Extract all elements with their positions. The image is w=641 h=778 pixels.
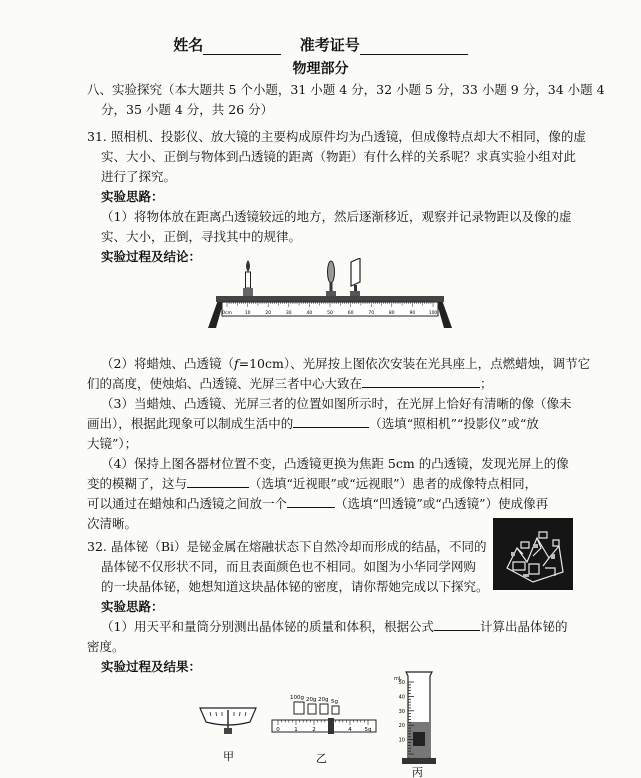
lens-body xyxy=(328,261,335,283)
photo-background xyxy=(493,518,573,590)
ruler-label: 70 xyxy=(368,311,375,316)
q31-intro-line3: 进行了探究。 xyxy=(101,169,177,184)
answer-blank-q31-4b[interactable] xyxy=(287,495,335,508)
q31-part4-line4: 次清晰。 xyxy=(87,516,138,531)
optical-bench-figure xyxy=(200,258,460,338)
q31-part4-line1: （4）保持上图各器材位置不变，凸透镜更换为焦距 5cm 的凸透镜，发现光屏上的像 xyxy=(101,456,569,471)
q31-process-title: 实验过程及结论： xyxy=(101,249,202,264)
q31-intro-line2: 实、大小、正倒与物体到凸透镜的距离（物距）有什么样的关系呢？求真实验小组对此 xyxy=(101,149,577,164)
q32-intro-line3: 的一块晶体铋，她想知道这块晶体铋的密度，请你帮她完成以下探究。 xyxy=(101,579,489,594)
part8-line2: 分，35 小题 4 分，共 26 分） xyxy=(101,102,274,117)
candle-flame xyxy=(246,260,250,272)
q31-part3-line2: 画出），根据此现象可以制成生活中的 （选填“照相机”“投影仪”或“放 xyxy=(87,416,539,431)
q31-part2-line2: 们的高度，使烛焰、凸透镜、光屏三者中心大致在 ； xyxy=(87,376,493,391)
student-info-line xyxy=(0,34,641,55)
weight-20g-b xyxy=(320,704,328,714)
bismuth-in-water xyxy=(413,732,425,746)
fig-label-jia: 甲 xyxy=(223,750,234,763)
fig-label-yi: 乙 xyxy=(316,752,327,765)
ruler-label: 0cm xyxy=(222,311,232,316)
scale-label: 0 xyxy=(276,727,280,733)
cylinder-label: 40 xyxy=(398,694,405,701)
name-blank[interactable] xyxy=(203,54,281,55)
slider-scale xyxy=(272,720,376,732)
cylinder-label: 10 xyxy=(398,737,405,744)
q32-thinking-line2: 密度。 xyxy=(87,639,125,654)
screen-stem xyxy=(354,285,357,292)
q31-thinking-title: 实验思路： xyxy=(101,189,164,204)
ticket-label: 准考证号 xyxy=(299,36,360,54)
ruler-label: 60 xyxy=(347,311,354,316)
answer-blank-q31-4a[interactable] xyxy=(187,475,249,488)
ticket-blank[interactable] xyxy=(360,54,468,55)
rider xyxy=(328,718,334,734)
ruler-label: 90 xyxy=(409,311,416,316)
convex-lens xyxy=(326,261,336,296)
weight-label-100g: 100g xyxy=(290,695,304,701)
ruler-label: 40 xyxy=(306,311,313,316)
candle xyxy=(243,260,253,296)
answer-blank-q32-formula[interactable] xyxy=(434,618,480,631)
part8-line1: 八、实验探究（本大题共 5 个小题，31 小题 4 分，32 小题 5 分，33 小题 9 分，34 小题 4 xyxy=(87,82,605,97)
weight-label-5g: 5g xyxy=(331,699,338,705)
candle-holder xyxy=(243,288,253,296)
fig-label-bing: 丙 xyxy=(412,766,423,778)
q31-part4-line3: 可以通过在蜡烛和凸透镜之间放一个 （选填“凹透镜”或“凸透镜”）使成像再 xyxy=(87,496,549,511)
q31-thinking-line1: （1）将物体放在距离凸透镜较远的地方，然后逐渐移近，观察并记录物距以及像的虚 xyxy=(101,209,572,224)
q31-part4-line2: 变的模糊了，这与 （选填“近视眼”或“远视眼”）患者的成像特点相同， xyxy=(87,476,538,491)
scale-label: 4 xyxy=(348,727,352,733)
ruler-label: 30 xyxy=(285,311,292,316)
cylinder-label: 20 xyxy=(398,723,405,730)
ruler-label: 20 xyxy=(265,311,272,316)
lens-holder xyxy=(326,291,336,296)
answer-blank-q31-3[interactable] xyxy=(293,415,369,428)
q32-thinking-title: 实验思路： xyxy=(101,599,164,614)
q31-part2-line1: （2）将蜡烛、凸透镜（f=10cm）、光屏按上图依次安装在光具座上，点燃蜡烛，调节它 xyxy=(101,356,591,371)
answer-blank-q31-2[interactable] xyxy=(362,375,480,388)
bench-rail xyxy=(216,296,444,302)
weight-20g-a xyxy=(308,704,316,714)
scale-label: 5g xyxy=(364,727,372,733)
weights-scale-figure xyxy=(268,690,380,766)
measuring-cylinder-figure xyxy=(392,666,442,778)
cylinder-labels xyxy=(399,680,405,744)
ruler-label: 10 xyxy=(244,311,251,316)
q32-process-title: 实验过程及结果： xyxy=(101,659,202,674)
screen-panel xyxy=(351,258,360,286)
q32-thinking-line1: （1）用天平和量筒分别测出晶体铋的质量和体积，根据公式 计算出晶体铋的 xyxy=(101,619,568,634)
cylinder-base xyxy=(402,758,436,764)
bismuth-crystal-photo xyxy=(493,518,573,590)
screen-holder xyxy=(350,291,360,296)
name-label: 姓名 xyxy=(173,36,204,54)
ruler-label: 50 xyxy=(327,311,333,316)
light-screen xyxy=(350,258,360,296)
q31-part3-line1: （3）当蜡烛、凸透镜、光屏三者的位置如图所示时，在光屏上恰好有清晰的像（像未 xyxy=(101,396,572,411)
scale-label: 2 xyxy=(312,727,316,733)
weight-100g xyxy=(294,702,304,714)
cylinder-unit: mL xyxy=(394,676,402,682)
cylinder-label: 30 xyxy=(398,708,405,715)
scale-label: 1 xyxy=(294,727,298,733)
q31-part3-line3: 大镜”）； xyxy=(87,436,138,451)
q32-intro-line2: 晶体铋不仅形状不同，而且表面颜色也不相同。如图为小华同学网购 xyxy=(101,559,477,574)
weight-5g xyxy=(332,706,339,714)
q31-thinking-line2: 实、大小，正倒，寻找其中的规律。 xyxy=(101,229,302,244)
section-title: 物理部分 xyxy=(292,61,349,77)
balance-pointer-figure xyxy=(196,700,260,764)
needle-base xyxy=(224,728,232,734)
weights-group xyxy=(290,695,339,714)
ruler-label: 100 xyxy=(428,311,438,316)
q31-intro-line1: 31. 照相机、投影仪、放大镜的主要构成原件均为凸透镜，但成像特点却大不相同，像的虚 xyxy=(87,129,586,144)
ruler-label: 80 xyxy=(388,311,395,316)
candle-body xyxy=(246,272,251,288)
q32-intro-line1: 32. 晶体铋（Bi）是铋金属在熔融状态下自然冷却而形成的结晶，不同的 xyxy=(87,539,487,554)
lens-stem xyxy=(330,282,333,292)
cylinder-label: 50 xyxy=(398,680,405,686)
weight-label-20g-b: 20g xyxy=(318,697,329,703)
weight-label-20g-a: 20g xyxy=(306,697,317,703)
